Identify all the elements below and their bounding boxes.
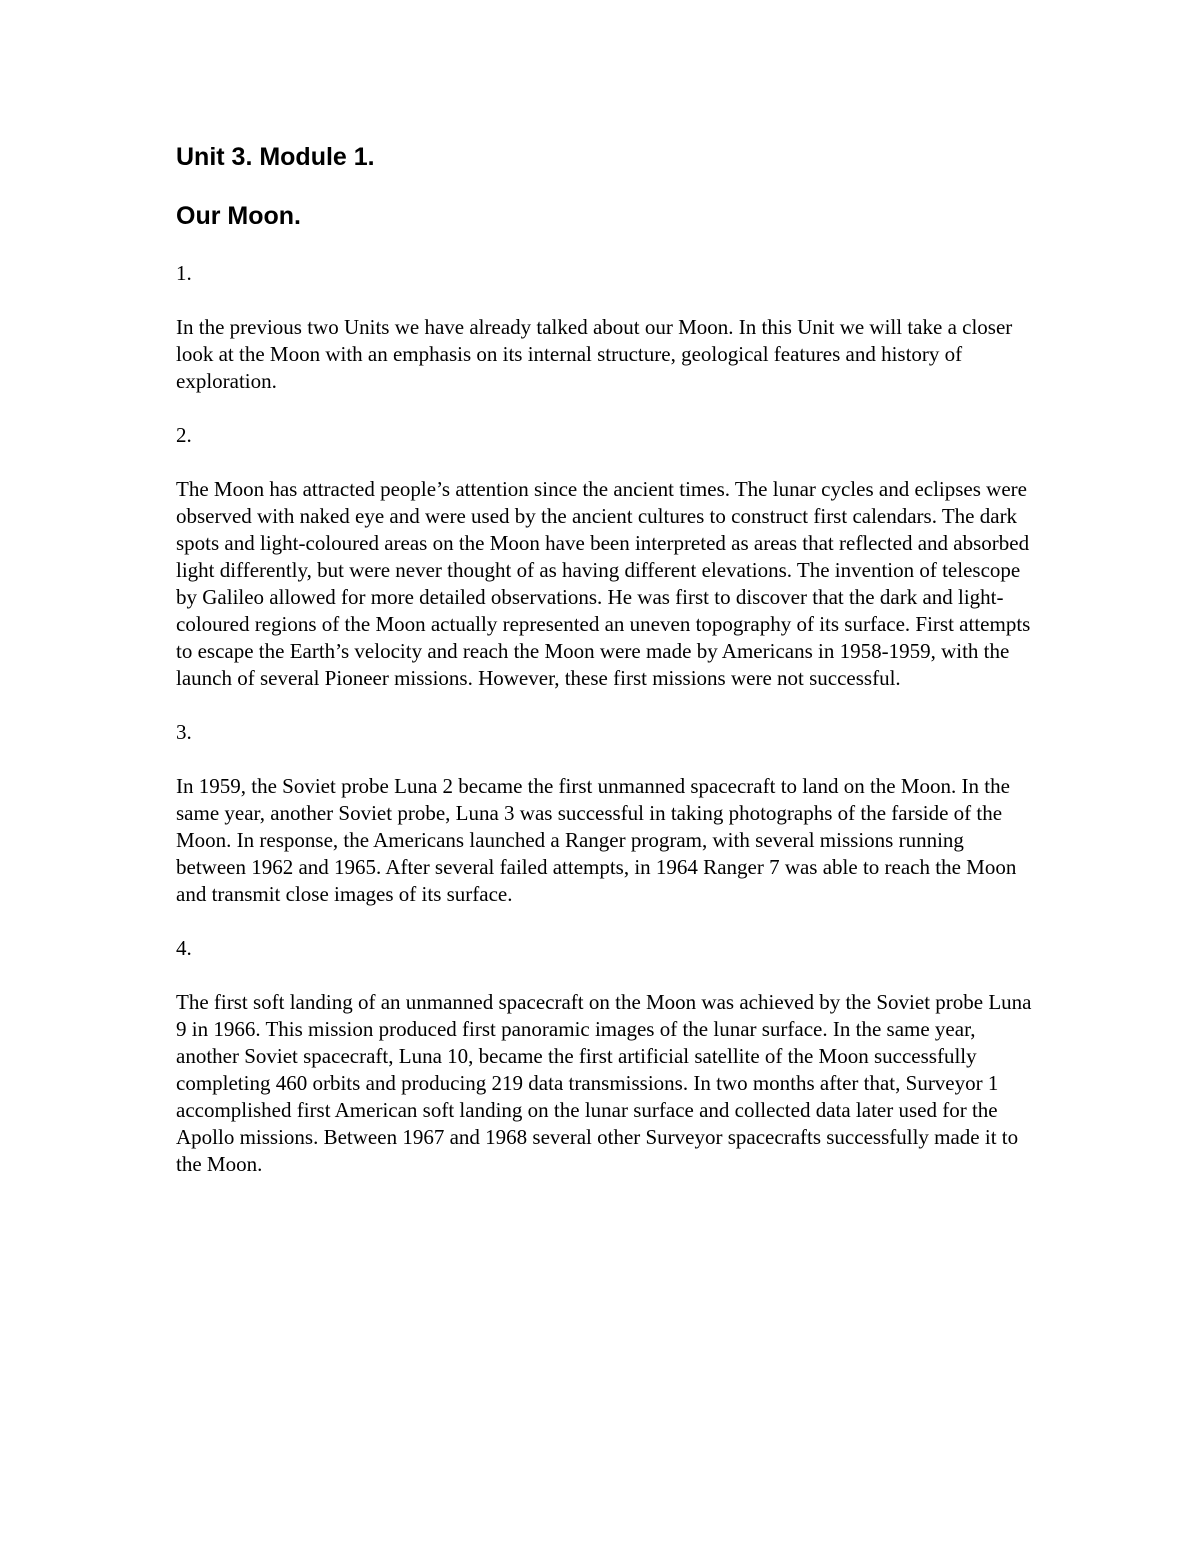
page-subtitle: Our Moon. xyxy=(176,202,301,230)
document-page xyxy=(176,140,1036,1178)
section-1 xyxy=(176,260,1036,395)
section-4 xyxy=(176,935,1036,1178)
section-number: 4. xyxy=(176,936,192,960)
section-number: 1. xyxy=(176,261,192,285)
section-paragraph: In 1959, the Soviet probe Luna 2 became the first unmanned spacecraft to land on the Moon. In the same year, another Soviet probe, Luna 3 was successful in taking photographs of the farside of the Moon. In response, the Americans launched a Ranger program, with several missions running between 1962 and 1965. After several failed attempts, in 1964 Ranger 7 was able to reach the Moon and transmit close images of its surface. xyxy=(176,774,1017,906)
section-number: 3. xyxy=(176,720,192,744)
section-number: 2. xyxy=(176,423,192,447)
section-paragraph: In the previous two Units we have already talked about our Moon. In this Unit we will take a closer look at the Moon with an emphasis on its internal structure, geological features and history of exploration. xyxy=(176,315,1013,393)
section-paragraph: The Moon has attracted people’s attention since the ancient times. The lunar cycles and eclipses were observed with naked eye and were used by the ancient cultures to construct first calendars. The dark spots and light-coloured areas on the Moon have been interpreted as areas that reflected and absorbed light differently, but were never thought of as having different elevations. The invention of telescope by Galileo allowed for more detailed observations. He was first to discover that the dark and light-coloured regions of the Moon actually represented an uneven topography of its surface. First attempts to escape the Earth’s velocity and reach the Moon were made by Americans in 1958-1959, with the launch of several Pioneer missions. However, these first missions were not successful. xyxy=(176,477,1031,690)
section-3 xyxy=(176,719,1036,908)
page-title: Unit 3. Module 1. xyxy=(176,143,375,171)
section-paragraph: The first soft landing of an unmanned spacecraft on the Moon was achieved by the Soviet probe Luna 9 in 1966. This mission produced first panoramic images of the lunar surface. In the same year, another Soviet spacecraft, Luna 10, became the first artificial satellite of the Moon successfully completing 460 orbits and producing 219 data transmissions. In two months after that, Surveyor 1 accomplished first American soft landing on the lunar surface and collected data later used for the Apollo missions. Between 1967 and 1968 several other Surveyor spacecrafts successfully made it to the Moon. xyxy=(176,990,1032,1176)
section-2 xyxy=(176,422,1036,692)
